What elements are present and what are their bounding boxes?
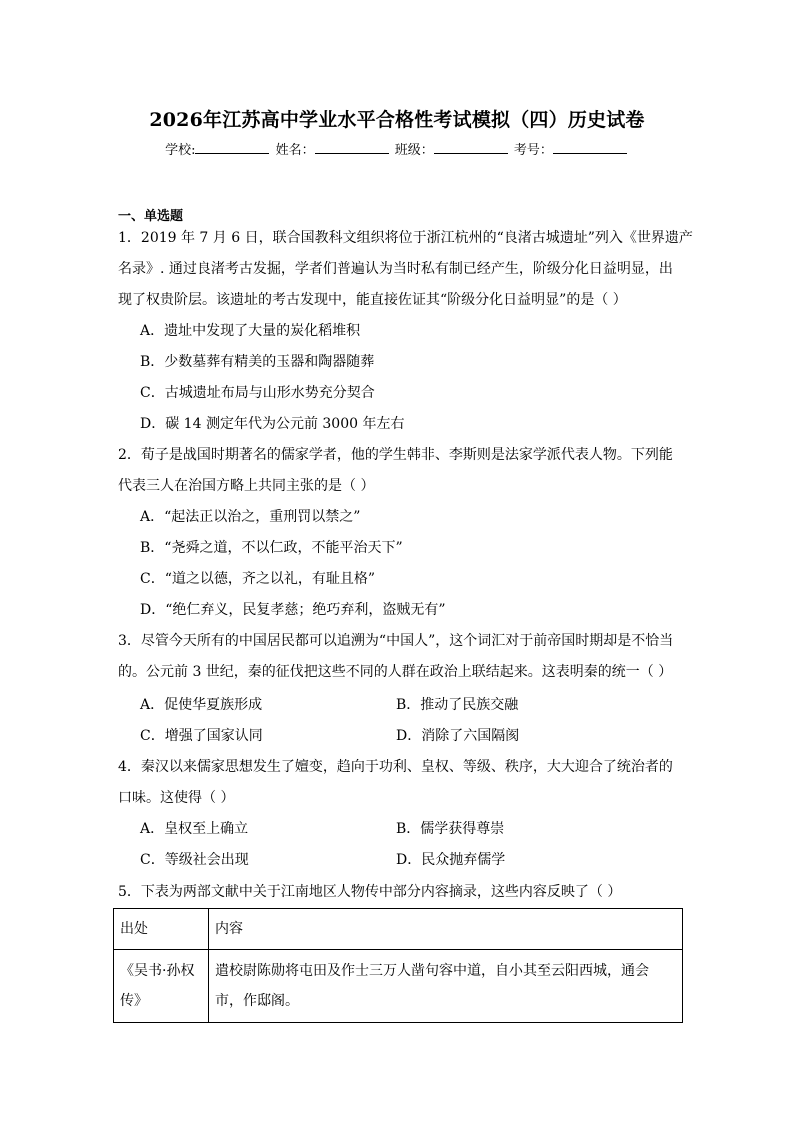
q2-stem-line-2: 代表三人在治国方略上共同主张的是（ ）	[118, 478, 375, 494]
q1-stem-line-3: 现了权贵阶层。该遗址的考古发现中，能直接佐证其“阶级分化日益明显”的是（ ）	[118, 292, 627, 308]
q1-stem-line-2: 名录》. 通过良渚考古发掘，学者们普遍认为当时私有制已经产生，阶级分化日益明显，出	[118, 261, 673, 277]
page-title: 2026年江苏高中学业水平合格性考试模拟（四）历史试卷	[149, 109, 645, 131]
class-blank[interactable]	[434, 141, 508, 154]
q1-option-d[interactable]: D．碳 14 测定年代为公元前 3000 年左右	[140, 416, 405, 432]
q1-option-c[interactable]: C．古城遗址布局与山形水势充分契合	[140, 385, 375, 401]
table-header-source: 出处	[114, 909, 209, 950]
q3-option-c[interactable]: C．增强了国家认同	[140, 728, 263, 744]
table-cell-source: 《吴书·孙权传》	[114, 950, 209, 1023]
q2-option-d[interactable]: D．“绝仁弃义，民复孝慈；绝巧弃利，盗贼无有”	[140, 602, 446, 618]
table-row	[114, 950, 683, 1023]
q4-option-b[interactable]: B．儒学获得尊崇	[396, 821, 505, 837]
number-label: 考号：	[513, 143, 553, 158]
q2-stem-line-1: 2．荀子是战国时期著名的儒家学者，他的学生韩非、李斯则是法家学派代表人物。下列能	[118, 447, 673, 463]
q3-stem-line-1: 3．尽管今天所有的中国居民都可以追溯为“中国人”，这个词汇对于前帝国时期却是不恰当	[118, 633, 674, 649]
q3-option-b[interactable]: B．推动了民族交融	[396, 697, 519, 713]
q5-stem-line-1: 5．下表为两部文献中关于江南地区人物传中部分内容摘录，这些内容反映了（ ）	[118, 884, 622, 900]
name-blank[interactable]	[315, 141, 389, 154]
q2-option-a[interactable]: A．“起法正以治之，重刑罚以禁之”	[140, 509, 361, 525]
class-label: 班级：	[394, 143, 434, 158]
q4-stem-line-1: 4．秦汉以来儒家思想发生了嬗变，趋向于功利、皇权、等级、秩序，大大迎合了统治者的	[118, 759, 673, 775]
q3-option-a[interactable]: A．促使华夏族形成	[140, 697, 263, 713]
q5-source-table	[113, 908, 683, 1023]
school-label: 学校:	[165, 143, 196, 158]
section-heading: 一、单选题	[118, 209, 184, 224]
q1-option-b[interactable]: B．少数墓葬有精美的玉器和陶器随葬	[140, 354, 375, 370]
name-label: 姓名：	[275, 143, 315, 158]
table-header-content: 内容	[209, 909, 683, 950]
q1-option-a[interactable]: A．遗址中发现了大量的炭化稻堆积	[140, 323, 361, 339]
student-info-line	[0, 139, 794, 158]
number-blank[interactable]	[553, 141, 627, 154]
q4-option-d[interactable]: D．民众抛弃儒学	[396, 852, 506, 868]
q2-option-c[interactable]: C．“道之以德，齐之以礼，有耻且格”	[140, 571, 376, 587]
q3-stem-line-2: 的。公元前 3 世纪，秦的征伐把这些不同的人群在政治上联结起来。这表明秦的统一（ ）	[118, 664, 673, 680]
q3-option-d[interactable]: D．消除了六国隔阂	[396, 728, 520, 744]
q4-stem-line-2: 口味。这使得（ ）	[118, 790, 235, 806]
table-header-row	[114, 909, 683, 950]
q4-option-c[interactable]: C．等级社会出现	[140, 852, 249, 868]
table-cell-content: 遣校尉陈勋将屯田及作士三万人凿句容中道，自小其至云阳西城，通会市，作邸阁。	[209, 950, 683, 1023]
q4-option-a[interactable]: A．皇权至上确立	[140, 821, 249, 837]
school-blank[interactable]	[195, 141, 269, 154]
q2-option-b[interactable]: B．“尧舜之道，不以仁政，不能平治天下”	[140, 540, 403, 556]
q1-stem-line-1: 1．2019 年 7 月 6 日，联合国教科文组织将位于浙江杭州的“良渚古城遗址”列入《世界遗产	[118, 230, 693, 246]
